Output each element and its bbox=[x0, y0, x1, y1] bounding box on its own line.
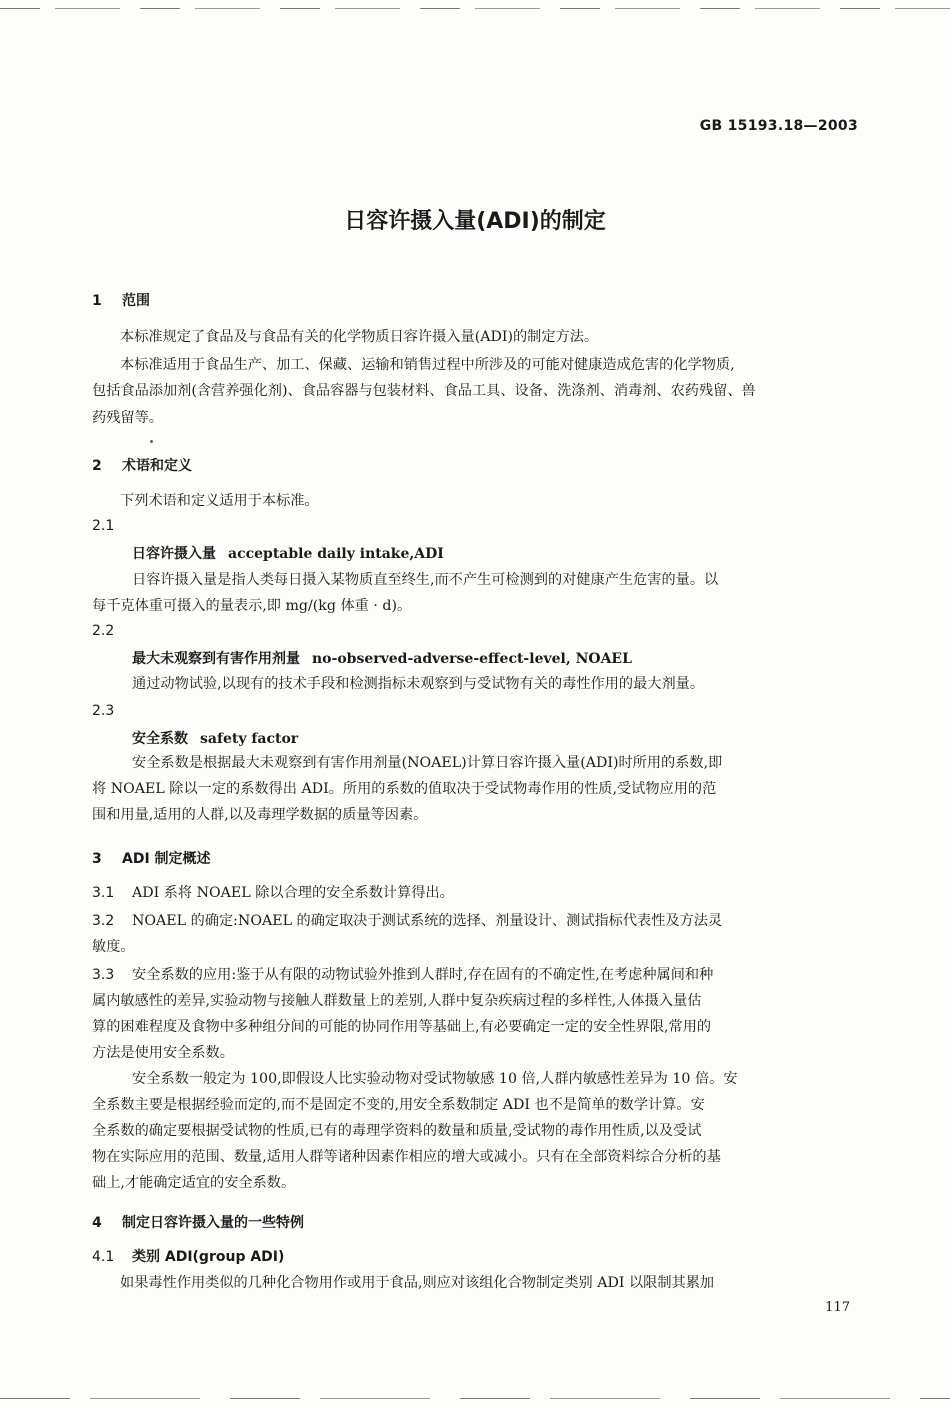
section-number: 2 bbox=[92, 458, 102, 474]
clause-4-1 bbox=[92, 1246, 284, 1266]
paragraph-line: 方法是使用安全系数。 bbox=[92, 1045, 234, 1061]
document-title: 日容许摄入量(ADI)的制定 bbox=[344, 209, 606, 234]
section-1-heading bbox=[92, 290, 150, 310]
paragraph-line: 将 NOAEL 除以一定的系数得出 ADI。所用的系数的值取决于受试物毒作用的性质,受试物应用的范 bbox=[92, 781, 717, 797]
paragraph-line: 每千克体重可摄入的量表示,即 mg/(kg 体重 · d)。 bbox=[92, 598, 412, 614]
clause-number: 2.1 bbox=[92, 518, 115, 534]
clause-number: 3.1 bbox=[92, 885, 115, 901]
term-cn: 日容许摄入量 bbox=[132, 546, 216, 562]
page-number: 117 bbox=[825, 1300, 850, 1315]
clause-text: 安全系数的应用:鉴于从有限的动物试验外推到人群时,存在固有的不确定性,在考虑种属间和种 bbox=[132, 967, 714, 983]
paragraph-line: 全系数主要是根据经验而定的,而不是固定不变的,用安全系数制定 ADI 也不是简单的数学计算。安 bbox=[92, 1097, 705, 1113]
clause-3-2 bbox=[92, 910, 722, 930]
section-4-heading bbox=[92, 1212, 304, 1232]
paragraph-line: 安全系数是根据最大未观察到有害作用剂量(NOAEL)计算日容许摄入量(ADI)时所用的系数,即 bbox=[132, 755, 723, 771]
paragraph-line: 物在实际应用的范围、数量,适用人群等诸种因素作相应的增大或减小。只有在全部资料综合分析的基 bbox=[92, 1149, 721, 1165]
section-number: 4 bbox=[92, 1215, 102, 1231]
section-title: 制定日容许摄入量的一些特例 bbox=[122, 1215, 304, 1231]
paragraph-line: 本标准适用于食品生产、加工、保藏、运输和销售过程中所涉及的可能对健康造成危害的化学物质, bbox=[120, 357, 735, 373]
section-number: 1 bbox=[92, 293, 102, 309]
term-heading bbox=[132, 648, 632, 668]
paragraph-line: 下列术语和定义适用于本标准。 bbox=[120, 493, 319, 509]
term-heading bbox=[132, 728, 298, 748]
clause-number: 2.2 bbox=[92, 623, 115, 639]
term-en: no-observed-adverse-effect-level, NOAEL bbox=[312, 651, 632, 667]
section-2-heading bbox=[92, 455, 192, 475]
section-number: 3 bbox=[92, 851, 102, 867]
paragraph-line: 全系数的确定要根据受试物的性质,已有的毒理学资料的数量和质量,受试物的毒作用性质,以及受试 bbox=[92, 1123, 702, 1139]
clause-number: 4.1 bbox=[92, 1249, 115, 1265]
scan-edge-top bbox=[0, 8, 950, 9]
term-cn: 安全系数 bbox=[132, 731, 188, 747]
paragraph-line: 础上,才能确定适宜的安全系数。 bbox=[92, 1175, 296, 1191]
section-3-heading bbox=[92, 848, 211, 868]
clause-title: 类别 ADI(group ADI) bbox=[132, 1249, 285, 1265]
term-en: safety factor bbox=[200, 731, 299, 747]
section-title: 术语和定义 bbox=[122, 458, 192, 474]
clause-number: 2.3 bbox=[92, 703, 115, 719]
paragraph-line: 本标准规定了食品及与食品有关的化学物质日容许摄入量(ADI)的制定方法。 bbox=[120, 329, 599, 345]
paragraph-line: 算的困难程度及食物中多种组分间的可能的协同作用等基础上,有必要确定一定的安全性界限,常用的 bbox=[92, 1019, 712, 1035]
term-heading bbox=[132, 543, 444, 563]
paragraph-line: 药残留等。 bbox=[92, 410, 163, 426]
clause-3-3 bbox=[92, 964, 713, 984]
paragraph-line: 包括食品添加剂(含营养强化剂)、食品容器与包装材料、食品工具、设备、洗涤剂、消毒剂、农药残留、兽 bbox=[92, 383, 756, 399]
paragraph-line: 安全系数一般定为 100,即假设人比实验动物对受试物敏感 10 倍,人群内敏感性差异为 10 倍。安 bbox=[132, 1071, 738, 1087]
section-title: 范围 bbox=[122, 293, 150, 309]
paragraph-line: 属内敏感性的差异,实验动物与接触人群数量上的差别,人群中复杂疾病过程的多样性,人体摄入量估 bbox=[92, 993, 702, 1009]
paragraph-line: 围和用量,适用的人群,以及毒理学数据的质量等因素。 bbox=[92, 807, 428, 823]
scan-speck bbox=[150, 440, 153, 443]
paragraph-line: 如果毒性作用类似的几种化合物用作或用于食品,则应对该组化合物制定类别 ADI 以限制其累加 bbox=[120, 1275, 715, 1291]
clause-3-1 bbox=[92, 882, 454, 902]
clause-text: ADI 系将 NOAEL 除以合理的安全系数计算得出。 bbox=[132, 885, 454, 901]
paragraph-line: 通过动物试验,以现有的技术手段和检测指标未观察到与受试物有关的毒性作用的最大剂量。 bbox=[132, 676, 705, 692]
clause-number: 3.2 bbox=[92, 913, 115, 929]
clause-number: 3.3 bbox=[92, 967, 115, 983]
paragraph-line: 敏度。 bbox=[92, 939, 135, 955]
paragraph-line: 日容许摄入量是指人类每日摄入某物质直至终生,而不产生可检测到的对健康产生危害的量。以 bbox=[132, 572, 719, 588]
scan-edge-bottom bbox=[0, 1398, 950, 1399]
standard-number: GB 15193.18—2003 bbox=[699, 118, 858, 134]
term-en: acceptable daily intake,ADI bbox=[228, 546, 444, 562]
term-cn: 最大未观察到有害作用剂量 bbox=[132, 651, 300, 667]
section-title: ADI 制定概述 bbox=[122, 851, 211, 867]
clause-text: NOAEL 的确定:NOAEL 的确定取决于测试系统的选择、剂量设计、测试指标代表性及方法灵 bbox=[132, 913, 723, 929]
